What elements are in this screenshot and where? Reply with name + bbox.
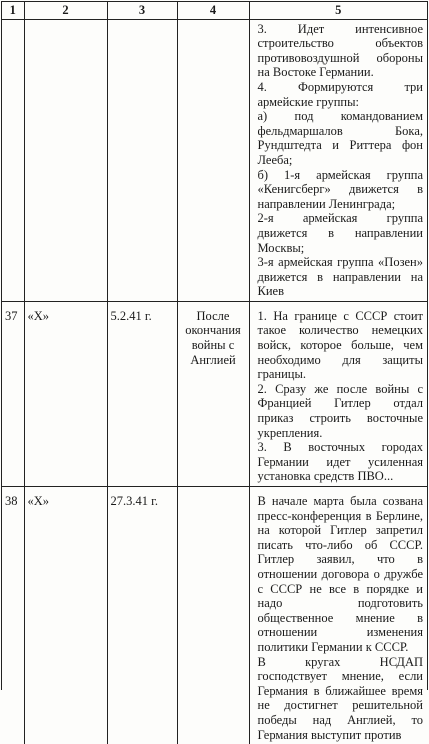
row-content	[249, 301, 427, 486]
row-number: 38	[2, 487, 24, 744]
table-row	[2, 301, 427, 486]
row-content	[249, 19, 427, 301]
row-date: 27.3.41 г.	[107, 487, 177, 744]
row-source	[24, 19, 107, 301]
row-number: 37	[2, 301, 24, 486]
content-paragraph: 2. Сразу же после войны с Францией Гитлер отдал приказ строить восточные укрепления.	[258, 382, 424, 440]
intelligence-reports-table	[2, 2, 427, 744]
column-header-2: 2	[24, 2, 107, 19]
row-condition	[177, 487, 249, 744]
content-paragraph: 2-я армейская группа движется в направлении Москвы;	[258, 211, 424, 255]
column-header-1: 1	[2, 2, 24, 19]
row-source: «Х»	[24, 487, 107, 744]
table-row	[2, 487, 427, 744]
content-paragraph: 3. Идет интенсивное строительство объектов противовоздушной обороны на Востоке Германии.	[258, 22, 424, 80]
table-row	[2, 19, 427, 301]
row-content	[249, 487, 427, 744]
row-condition	[177, 19, 249, 301]
document-page	[1, 1, 428, 690]
column-header-3: 3	[107, 2, 177, 19]
content-paragraph: 1. На границе с СССР стоит такое количество немецких войск, которое больше, чем необходимо для защиты границы.	[258, 309, 424, 382]
column-header-5: 5	[249, 2, 427, 19]
content-paragraph: б) 1-я армейская группа «Кенигсберг» движется в направлении Ленинграда;	[258, 168, 424, 212]
content-paragraph: В кругах НСДАП господствует мнение, если Германия в ближайшее время не достигнет решительной победы над Англией, то Германия выступит против	[258, 655, 424, 743]
content-paragraph: а) под командованием фельдмаршалов Бока, Рундштедта и Риттера фон Лееба;	[258, 109, 424, 167]
column-header-4: 4	[177, 2, 249, 19]
row-source: «Х»	[24, 301, 107, 486]
row-number	[2, 19, 24, 301]
row-condition: После окончания войны с Англией	[177, 301, 249, 486]
content-paragraph: 4. Формируются три армейские группы:	[258, 80, 424, 109]
row-date: 5.2.41 г.	[107, 301, 177, 486]
row-date	[107, 19, 177, 301]
content-paragraph: 3-я армейская группа «Позен» движется в направлении на Киев	[258, 255, 424, 299]
header-row	[2, 2, 427, 19]
content-paragraph: В начале марта была созвана пресс-конференция в Берлине, на которой Гитлер запретил писать что-либо об СССР. Гитлер заявил, что в отношении договора о дружбе с СССР не все в порядке и надо подготовить общественное мнение в отношении изменения политики Германии к СССР.	[258, 494, 424, 655]
content-paragraph: 3. В восточных городах Германии идет усиленная установка средств ПВО...	[258, 440, 424, 484]
